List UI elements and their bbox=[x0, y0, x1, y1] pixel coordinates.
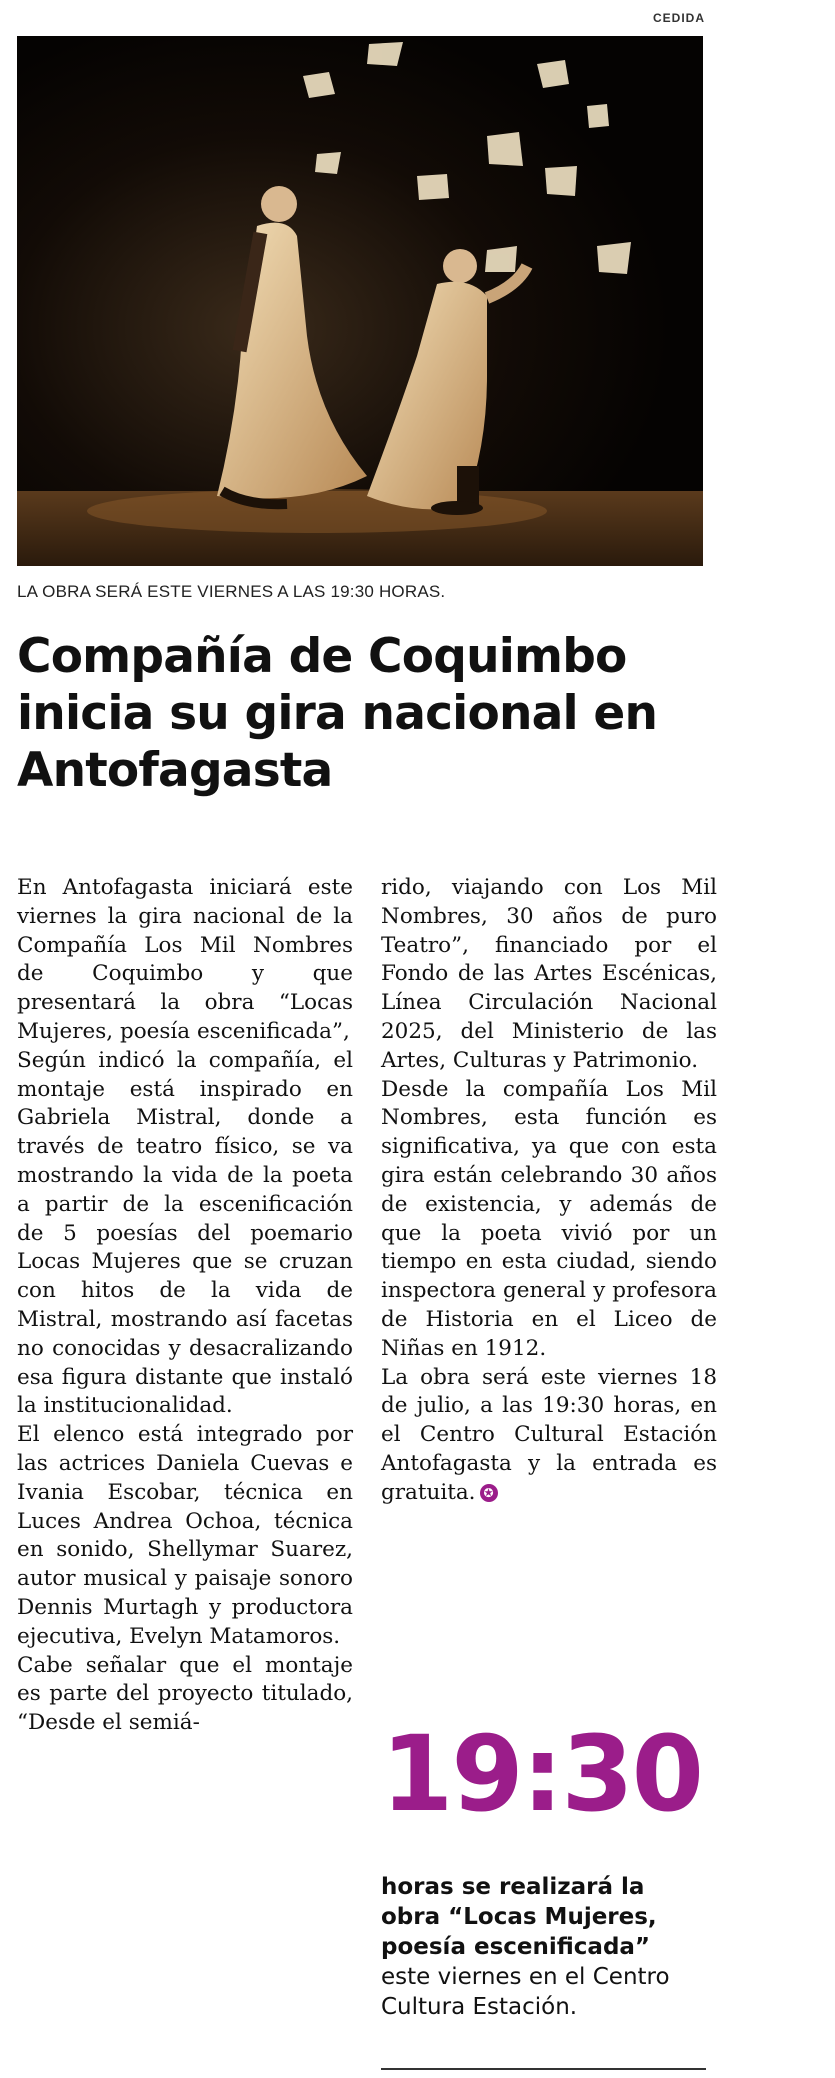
end-mark-icon: ✪ bbox=[480, 1484, 498, 1502]
bottom-divider bbox=[381, 2068, 706, 2070]
body-paragraph: Desde la compañía Los Mil Nombres, esta función es significativa, ya que con esta gira están celebrando 30 años de existencia, y además de que la poeta vivió por un tiempo en esta ciudad, siendo inspectora general y profesora de Historia en el Liceo de Niñas en 1912. bbox=[381, 1076, 717, 1361]
body-paragraph: rido, viajando con Los Mil Nombres, 30 años de puro Teatro”, financiado por el Fondo de las Artes Escénicas, Línea Circulación Nacional 2025, del Ministerio de las Artes, Culturas y Patrimonio. bbox=[381, 875, 717, 1073]
body-paragraph: Cabe señalar que el montaje es parte del proyecto titulado, “Desde el semiá- bbox=[17, 1652, 353, 1736]
final-paragraph-text: La obra será este viernes 18 de julio, a las 19:30 horas, en el Centro Cultural Estación Antofagasta y la entrada es gratuita. bbox=[381, 1364, 717, 1505]
article-headline: Compañía de Coquimbo inicia su gira nacional en Antofagasta bbox=[17, 629, 658, 798]
stage-photo-illustration bbox=[17, 36, 703, 566]
article-body-right-column bbox=[381, 874, 717, 1508]
body-paragraph: El elenco está integrado por las actrices Daniela Cuevas e Ivania Escobar, técnica en Luces Andrea Ochoa, técnica en sonido, Shellymar Suarez, autor musical y paisaje sonoro Dennis Murtagh y productora ejecutiva, Evelyn Matamoros. bbox=[17, 1422, 353, 1649]
highlight-bold-text: horas se realizará la obra “Locas Mujeres, poesía escenificada” bbox=[381, 1874, 657, 1960]
body-paragraph: Según indicó la compañía, el montaje está inspirado en Gabriela Mistral, donde a través de teatro físico, se va mostrando la vida de la poeta a partir de la escenificación de 5 poesías del poemario Locas Mujeres que se cruzan con hitos de la vida de Mistral, mostrando así facetas no conocidas y desacralizando esa figura distante que instaló la institucionalidad. bbox=[17, 1047, 353, 1419]
photo-credit: CEDIDA bbox=[652, 11, 705, 25]
article-body-left-column bbox=[17, 874, 353, 1738]
highlight-text bbox=[381, 1872, 701, 2022]
stage-photo bbox=[17, 36, 703, 566]
photo-caption: LA OBRA SERÁ ESTE VIERNES A LAS 19:30 HORAS. bbox=[17, 582, 446, 601]
body-paragraph-final bbox=[381, 1364, 717, 1508]
highlight-light-text: este viernes en el Centro Cultura Estación. bbox=[381, 1964, 670, 2020]
body-paragraph: En Antofagasta iniciará este viernes la gira nacional de la Compañía Los Mil Nombres de Coquimbo y que presentará la obra “Locas Mujeres, poesía escenificada”, bbox=[17, 875, 353, 1044]
highlight-number: 19:30 bbox=[381, 1713, 703, 1835]
